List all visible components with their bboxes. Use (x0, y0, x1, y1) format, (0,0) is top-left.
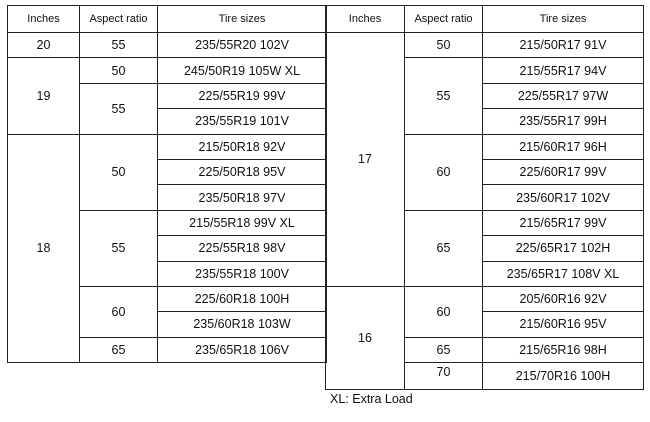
cell-tire-size: 215/55R17 94V (483, 58, 644, 83)
table-row (326, 286, 644, 311)
cell-tire-size: 225/60R18 100H (158, 286, 327, 311)
cell-aspect-ratio: 65 (405, 337, 483, 362)
cell-tire-size: 235/50R18 97V (158, 185, 327, 210)
cell-aspect-ratio: 55 (80, 83, 158, 134)
cell-tire-size: 225/55R19 99V (158, 83, 327, 108)
tire-table-left (7, 5, 327, 363)
cell-tire-size: 225/50R18 95V (158, 159, 327, 184)
cell-tire-size: 205/60R16 92V (483, 286, 644, 311)
table-row (326, 33, 644, 58)
cell-inches: 20 (8, 33, 80, 58)
cell-tire-size: 235/65R17 108V XL (483, 261, 644, 286)
header-tire-sizes: Tire sizes (158, 6, 327, 33)
cell-tire-size: 245/50R19 105W XL (158, 58, 327, 83)
cell-tire-size: 215/50R17 91V (483, 33, 644, 58)
table-row (8, 58, 327, 83)
cell-aspect-ratio: 50 (405, 33, 483, 58)
header-row (8, 6, 327, 33)
cell-tire-size: 235/55R20 102V (158, 33, 327, 58)
table-row (8, 134, 327, 159)
cell-tire-size: 235/60R17 102V (483, 185, 644, 210)
cell-tire-size: 215/60R16 95V (483, 312, 644, 337)
cell-tire-size: 225/55R18 98V (158, 236, 327, 261)
cell-aspect-ratio: 55 (405, 58, 483, 134)
cell-aspect-ratio: 55 (80, 33, 158, 58)
tire-table-right (325, 5, 644, 390)
cell-tire-size: 215/70R16 100H (483, 363, 644, 390)
cell-aspect-ratio: 60 (405, 286, 483, 337)
footnote: XL: Extra Load (330, 392, 413, 406)
cell-aspect-ratio: 60 (80, 286, 158, 337)
cell-tire-size: 235/55R19 101V (158, 109, 327, 134)
header-aspect-ratio: Aspect ratio (80, 6, 158, 33)
header-inches: Inches (8, 6, 80, 33)
cell-aspect-ratio: 65 (80, 337, 158, 362)
header-row (326, 6, 644, 33)
header-aspect-ratio: Aspect ratio (405, 6, 483, 33)
cell-tire-size: 235/60R18 103W (158, 312, 327, 337)
cell-aspect-ratio: 70 (405, 363, 483, 390)
cell-aspect-ratio: 50 (80, 134, 158, 210)
cell-tire-size: 215/50R18 92V (158, 134, 327, 159)
cell-tire-size: 215/60R17 96H (483, 134, 644, 159)
cell-tire-size: 215/55R18 99V XL (158, 210, 327, 235)
cell-inches: 19 (8, 58, 80, 134)
cell-inches: 16 (326, 286, 405, 390)
cell-tire-size: 215/65R16 98H (483, 337, 644, 362)
header-tire-sizes: Tire sizes (483, 6, 644, 33)
cell-tire-size: 225/65R17 102H (483, 236, 644, 261)
cell-tire-size: 235/55R17 99H (483, 109, 644, 134)
cell-inches: 18 (8, 134, 80, 363)
cell-tire-size: 235/55R18 100V (158, 261, 327, 286)
cell-aspect-ratio: 50 (80, 58, 158, 83)
table-row (8, 33, 327, 58)
header-inches: Inches (326, 6, 405, 33)
cell-inches: 17 (326, 33, 405, 287)
cell-aspect-ratio: 55 (80, 210, 158, 286)
cell-tire-size: 225/60R17 99V (483, 159, 644, 184)
cell-tire-size: 235/65R18 106V (158, 337, 327, 362)
cell-aspect-ratio: 65 (405, 210, 483, 286)
cell-tire-size: 215/65R17 99V (483, 210, 644, 235)
cell-aspect-ratio: 60 (405, 134, 483, 210)
cell-tire-size: 225/55R17 97W (483, 83, 644, 108)
